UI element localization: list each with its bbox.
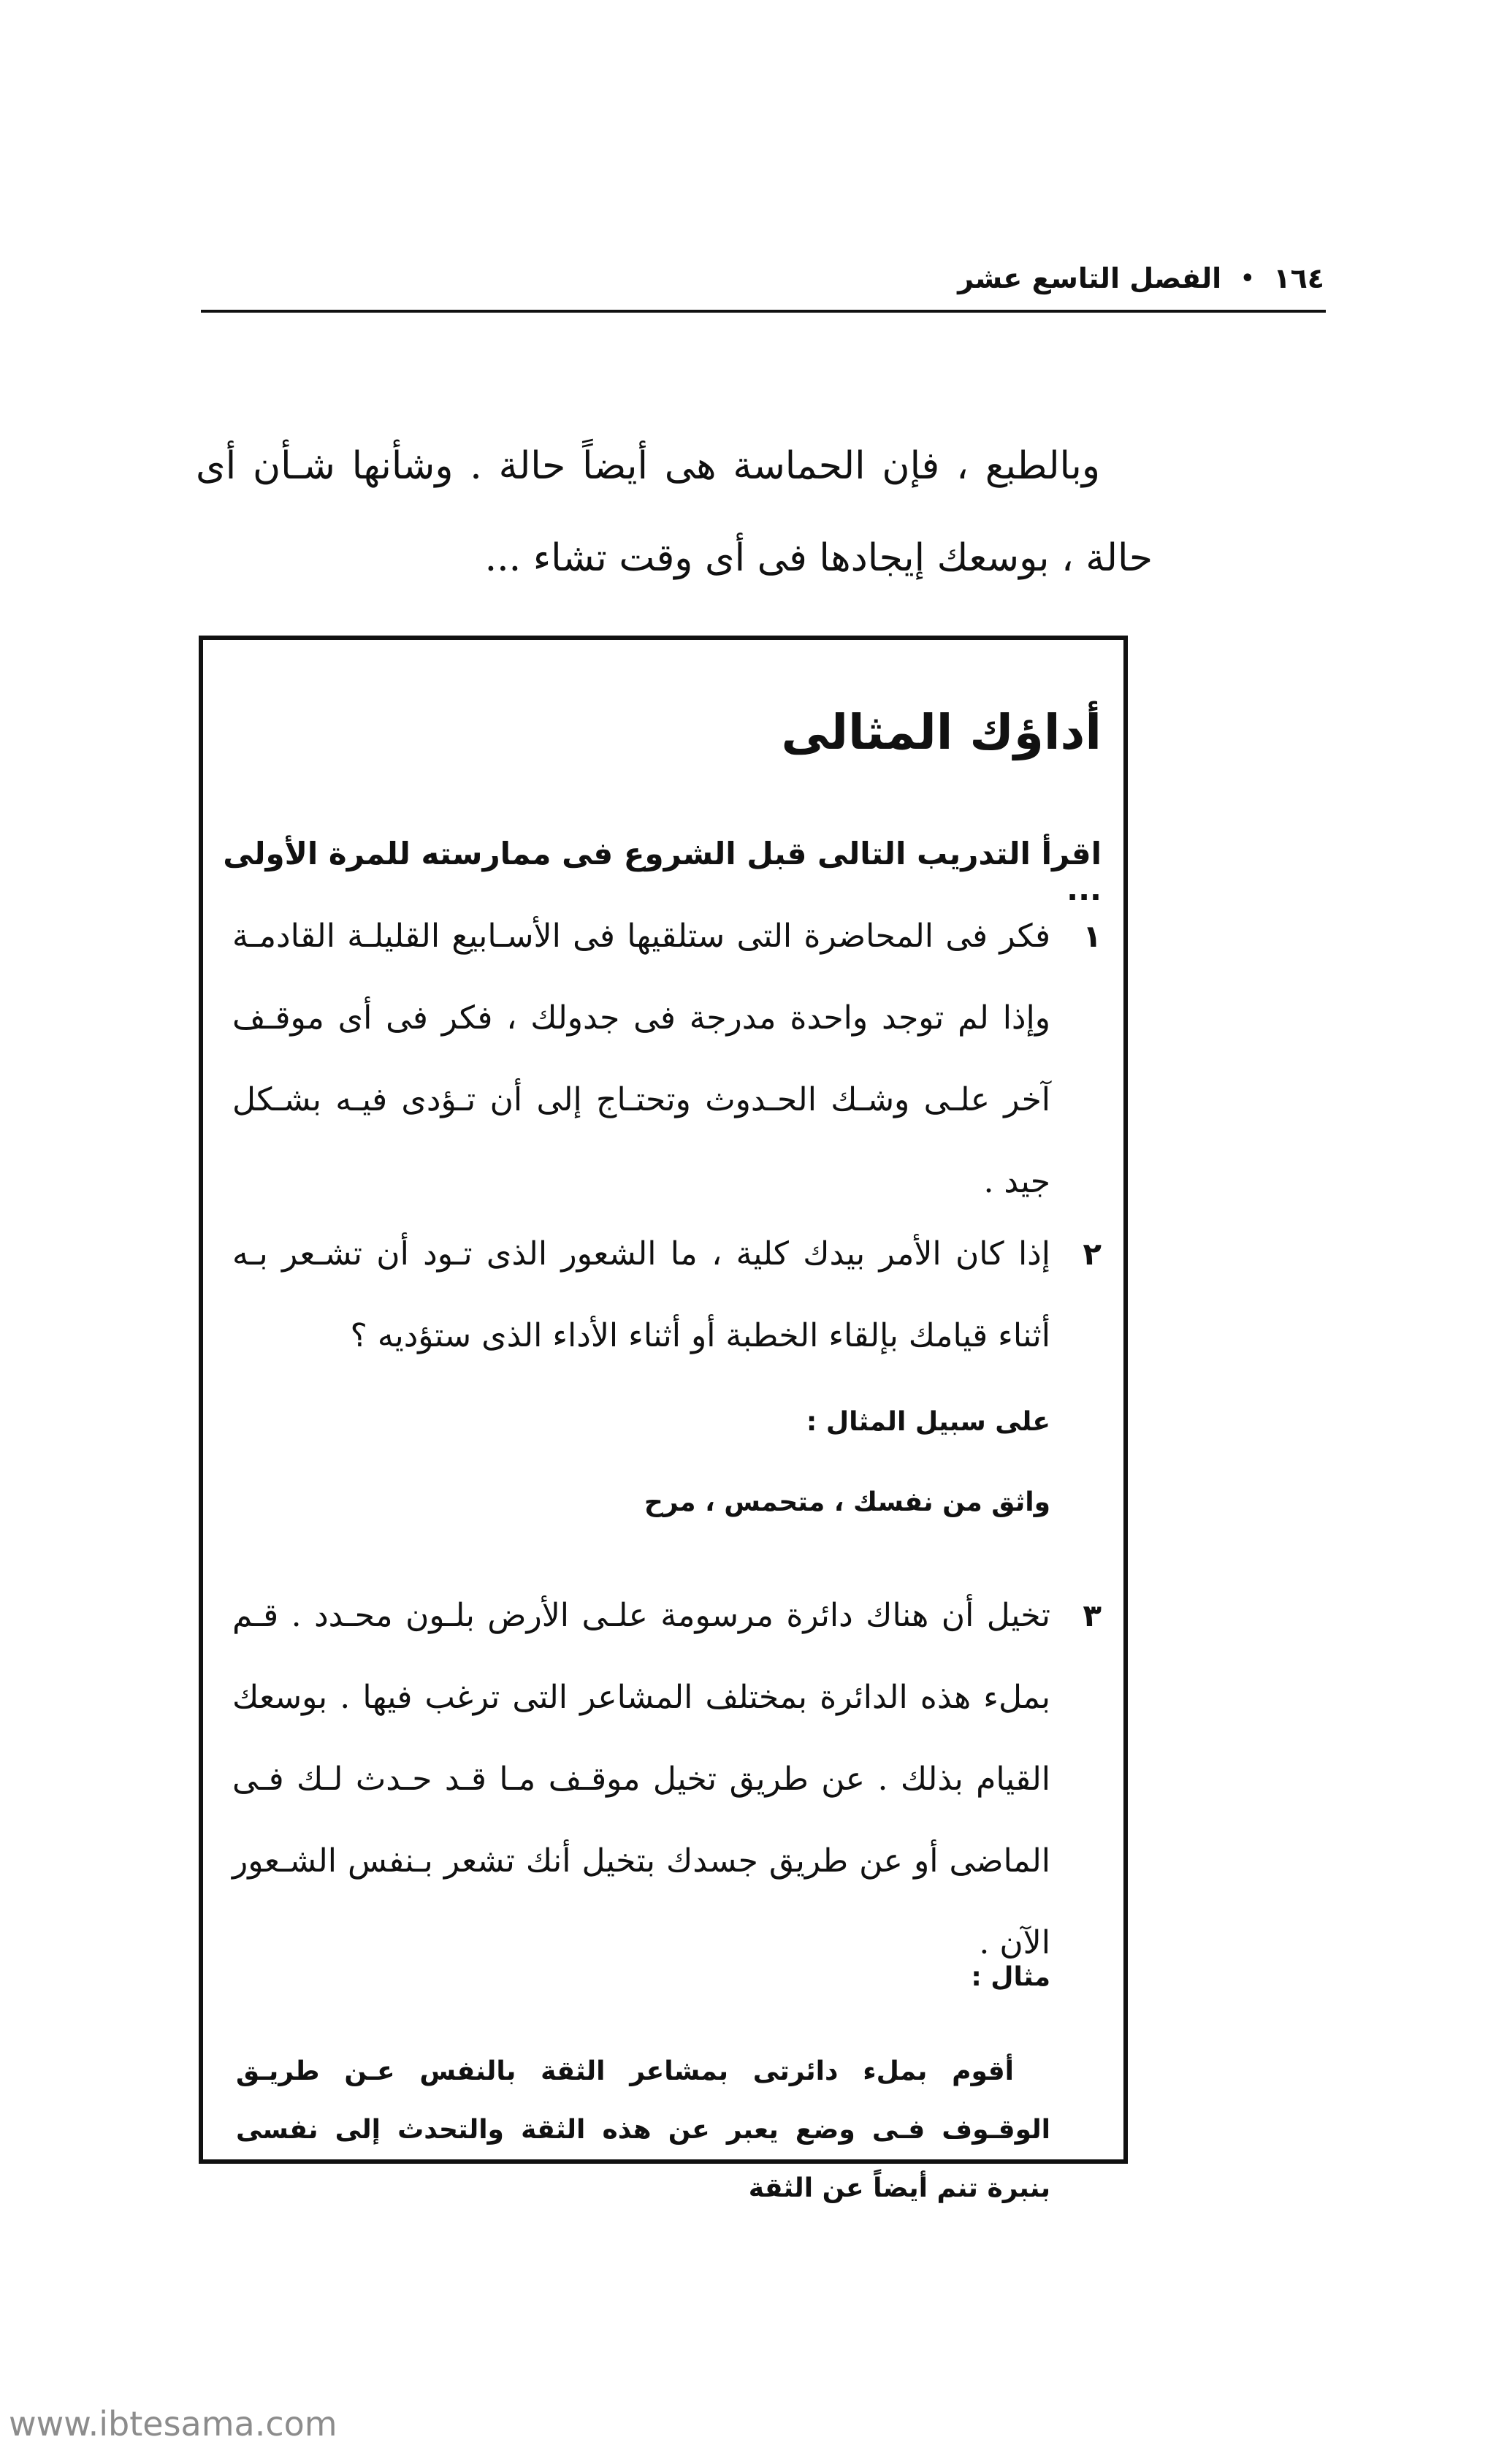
header-bullet: • xyxy=(1240,265,1255,291)
chapter-title: الفصل التاسع عشر xyxy=(958,262,1222,294)
step-number: ١ xyxy=(1083,918,1102,954)
step-number: ٣ xyxy=(1083,1598,1102,1633)
example2-text: أقوم بملء دائرتى بمشاعر الثقة بالنفس عـن طريـق الوقـوف فـى وضع يعبر عن هذه الثقة والتحدث إلى نفسى بنبرة تنم أيضاً عن الثقة xyxy=(236,2056,1050,2203)
step-text: تخيل أن هناك دائرة مرسومة علـى الأرض بلـون محـدد . قـم بملء هذه الدائرة بمختلف المشاعر التى ترغب فيها . بوسعك القيام بذلك . عن طريق تخيل موقـف مـا قـد حـدث لـك فـى الماضى أو عن طريق جسدك بتخيل أنك تشعر بـنفس الشـعور الآن . xyxy=(232,1597,1050,1961)
exercise-box xyxy=(199,636,1128,2203)
step-number: ٢ xyxy=(1083,1236,1102,1272)
running-head xyxy=(185,245,1324,311)
step-text: إذا كان الأمر بيدك كلية ، ما الشعور الذى تـود أن تشـعر بـه أثناء قيامك بإلقاء الخطبة أو أثناء الأداء الذى ستؤديه ؟ xyxy=(232,1235,1050,1354)
example2-label: مثال : xyxy=(971,1962,1050,1992)
exercise-step xyxy=(232,896,1102,1223)
intro-paragraph: وبالطبع ، فإن الحماسة هى أيضاً حالة . وشأنها شـأن أى حالة ، بوسعك إيجادها فى أى وقت تشاء ... xyxy=(196,444,1153,580)
example-feelings: واثق من نفسك ، متحمس ، مرح xyxy=(644,1487,1050,1517)
exercise-step xyxy=(232,1575,1102,1984)
example-label: على سبيل المثال : xyxy=(806,1407,1050,1437)
box-title: أداؤك المثالى xyxy=(781,704,1102,760)
watermark-url: www.ibtesama.com xyxy=(9,2404,337,2444)
page-number: ١٦٤ xyxy=(1273,262,1324,294)
step-text: فكر فى المحاضرة التى ستلقيها فى الأسـابيع القليلـة القادمـة وإذا لم توجد واحدة مدرجة فى جدولك ، فكر فى أى موقـف آخر علـى وشـك الحـدوث وتحتـاج إلى أن تـؤدى فيـه بشـكل جيد . xyxy=(232,918,1051,1200)
exercise-step xyxy=(232,1213,1102,1377)
header-rule xyxy=(201,310,1326,313)
box-lead: اقرأ التدريب التالى قبل الشروع فى ممارسته للمرة الأولى ... xyxy=(223,836,1102,907)
